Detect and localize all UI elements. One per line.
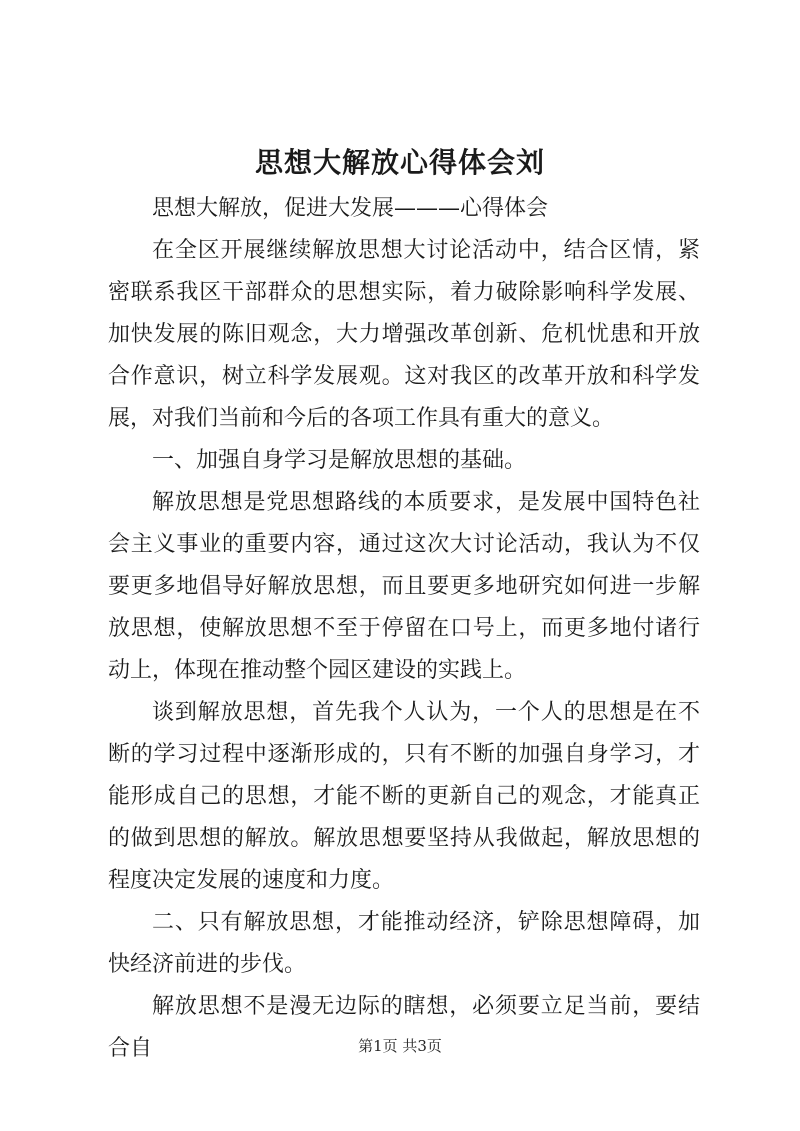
document-title: 思想大解放心得体会刘 xyxy=(254,146,545,179)
subtitle-paragraph: 思想大解放，促进大发展———心得体会 xyxy=(152,196,549,221)
page-footer: 第1页 共3页 xyxy=(358,1037,442,1055)
document-body xyxy=(108,188,700,1070)
section-heading-1: 一、加强自身学习是解放思想的基础。 xyxy=(152,448,527,473)
body-paragraph: 在全区开展继续解放思想大讨论活动中，结合区情，紧密联系我区干部群众的思想实际，着力破除影响科学发展、加快发展的陈旧观念，大力增强改革创新、危机忧患和开放合作意识，树立科学发展观。这对我区的改革开放和科学发展，对我们当前和今后的各项工作具有重大的意义。 xyxy=(108,238,700,431)
section-heading-2: 二、只有解放思想，才能推动经济，铲除思想障碍，加快经济前进的步伐。 xyxy=(108,910,700,977)
body-paragraph: 解放思想是党思想路线的本质要求，是发展中国特色社会主义事业的重要内容，通过这次大讨论活动，我认为不仅要更多地倡导好解放思想，而且要更多地研究如何进一步解放思想，使解放思想不至于停留在口号上，而更多地付诸行动上，体现在推动整个园区建设的实践上。 xyxy=(108,490,700,683)
body-paragraph: 谈到解放思想，首先我个人认为，一个人的思想是在不断的学习过程中逐渐形成的，只有不断的加强自身学习，才能形成自己的思想，才能不断的更新自己的观念，才能真正的做到思想的解放。解放思想要坚持从我做起，解放思想的程度决定发展的速度和力度。 xyxy=(108,700,700,893)
body-paragraph: 解放思想不是漫无边际的瞎想，必须要立足当前，要结合自 xyxy=(108,994,700,1061)
